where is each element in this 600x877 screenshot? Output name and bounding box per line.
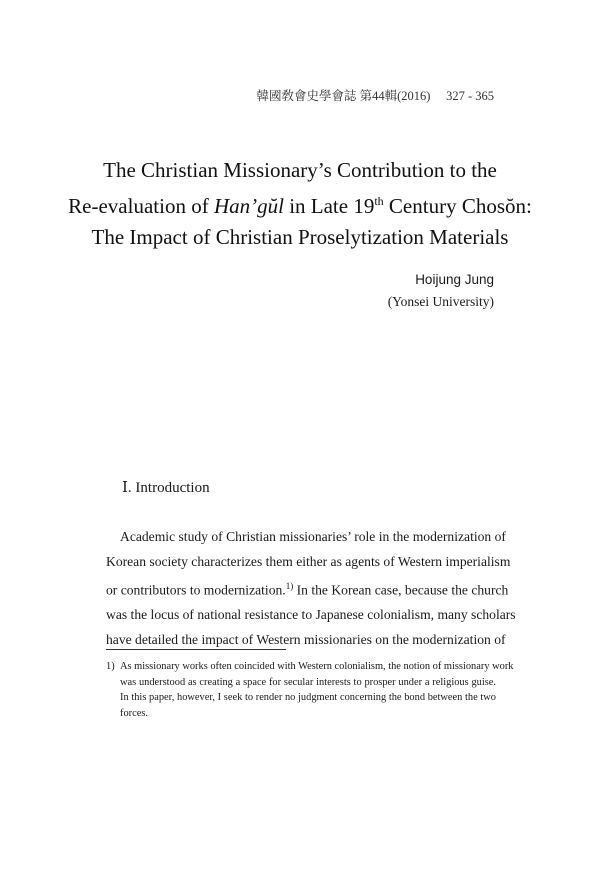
- author-affiliation: (Yonsei University): [387, 294, 494, 309]
- paragraph-line-1: Academic study of Christian missionaries’ role in the modernization of: [120, 529, 506, 544]
- title-superscript: th: [374, 194, 384, 208]
- title-line-2: [60, 186, 540, 222]
- footnote: [106, 659, 514, 721]
- paragraph-line-5: have detailed the impact of Western missionaries on the modernization of: [106, 631, 506, 647]
- paragraph-line-4: was the locus of national resistance to Japanese colonialism, many scholars: [106, 607, 516, 623]
- paper-title: [60, 155, 540, 253]
- title-line-1: The Christian Missionary’s Contribution to the: [103, 158, 497, 182]
- title-line-2-part-c: Century Chosŏn:: [383, 194, 532, 218]
- paragraph-line-2: Korean society characterizes them either as agents of Western imperialism: [106, 553, 511, 569]
- paragraph-line-3-part-a: or contributors to modernization.: [106, 582, 286, 598]
- body-paragraph: [106, 525, 516, 652]
- title-line-2-part-b: in Late 19: [283, 194, 375, 218]
- paragraph-line-3-part-b: In the Korean case, because the church: [293, 582, 509, 598]
- title-line-3: The Impact of Christian Proselytization Materials: [91, 225, 509, 249]
- section-heading: Ⅰ. Introduction: [122, 480, 210, 496]
- page-range: 327 - 365: [446, 89, 494, 103]
- title-line-2-part-a: Re-evaluation of: [68, 194, 214, 218]
- footnote-line-3: In this paper, however, I seek to render no judgment concerning the bond between the two: [120, 692, 496, 704]
- title-italic-hangul: Han’gŭl: [213, 194, 284, 218]
- footnote-number: 1): [106, 661, 115, 672]
- running-header: [257, 86, 495, 104]
- footnote-body: [120, 659, 514, 721]
- footnote-reference[interactable]: 1): [285, 581, 294, 591]
- footnote-line-1: As missionary works often coincided with Western colonialism, the notion of missionary work: [120, 661, 514, 672]
- author-name: Hoijung Jung: [415, 272, 494, 287]
- footnote-line-2: was understood as creating a space for secular interests to prosper under a religious guise.: [120, 676, 496, 688]
- footnote-divider: [106, 649, 286, 650]
- paragraph-line-3: [106, 574, 509, 603]
- footnote-line-4: forces.: [120, 707, 148, 719]
- journal-name: 韓國敎會史學會誌 第44輯(2016): [256, 89, 431, 103]
